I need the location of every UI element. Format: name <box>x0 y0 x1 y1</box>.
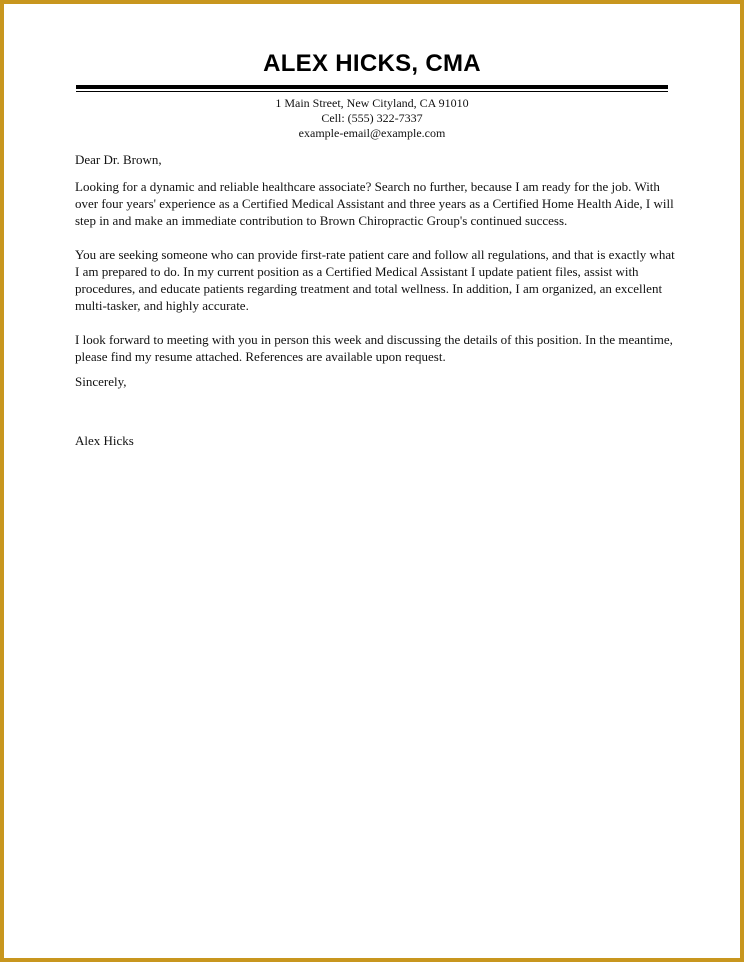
paragraph-closing: I look forward to meeting with you in person this week and discussing the details of this position. In the meantime, please find my resume attached. References are available upon request. <box>75 332 673 364</box>
paragraph-qualifications: You are seeking someone who can provide first-rate patient care and follow all regulations, and that is exactly what I am prepared to do. In my current position as a Certified Medical Assistant I update patient files, assist with procedures, and educate patients regarding treatment and total wellness. In addition, I am organized, an excellent multi-tasker, and highly accurate. <box>75 247 675 313</box>
signature-name: Alex Hicks <box>75 433 134 448</box>
header-rule-thin <box>76 91 668 92</box>
contact-block <box>0 96 744 141</box>
letter-body <box>75 151 675 449</box>
greeting: Dear Dr. Brown, <box>75 152 162 167</box>
address-line: 1 Main Street, New Cityland, CA 91010 <box>275 96 469 110</box>
sign-off: Sincerely, <box>75 374 127 389</box>
header-rule-thick <box>76 85 668 89</box>
phone-line: Cell: (555) 322-7337 <box>321 111 423 125</box>
email-line: example-email@example.com <box>298 126 446 140</box>
applicant-name: ALEX HICKS, CMA <box>263 50 481 77</box>
paragraph-intro: Looking for a dynamic and reliable healthcare associate? Search no further, because I am ready for the job. With over four years' experience as a Certified Medical Assistant and three years as a Certified Home Health Aide, I will step in and make an immediate contribution to Brown Chiropractic Group's continued success. <box>75 179 674 228</box>
